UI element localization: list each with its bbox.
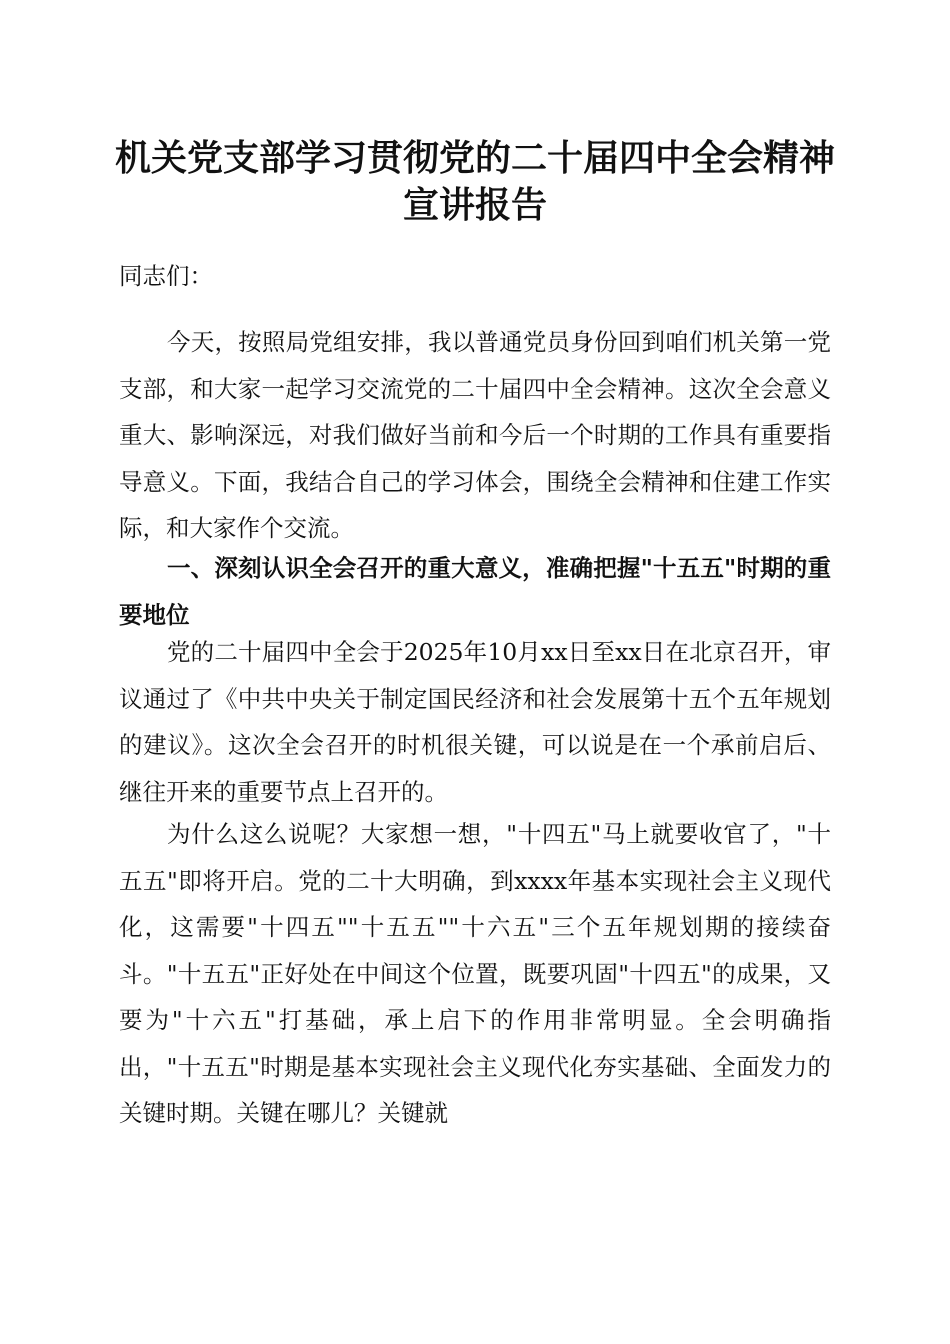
paragraph-intro: 今天，按照局党组安排，我以普通党员身份回到咱们机关第一党支部，和大家一起学习交流党的二十届四中全会精神。这次全会意义重大、影响深远，对我们做好当前和今后一个时期的工作具有重要指导意义。下面，我结合自己的学习体会，围绕全会精神和住建工作实际，和大家作个交流。 — [119, 328, 831, 542]
paragraph-why: 为什么这么说呢？大家想一想，"十四五"马上就要收官了，"十五五"即将开启。党的二十大明确，到xxxx年基本实现社会主义现代化，这需要"十四五""十五五""十六五"三个五年规划期的接续奋斗。"十五五"正好处在中间这个位置，既要巩固"十四五"的成果，又要为"十六五"打基础，承上启下的作用非常明显。全会明确指出，"十五五"时期是基本实现社会主义现代化夯实基础、全面发力的关键时期。关键在哪儿？关键就 — [119, 820, 831, 1127]
section-heading-1: 一、深刻认识全会召开的重大意义，准确把握"十五五"时期的重要地位 — [119, 554, 831, 629]
document-title-line-2: 宣讲报告 — [402, 184, 547, 226]
salutation: 同志们： — [119, 262, 213, 290]
paragraph-meeting: 党的二十届四中全会于2025年10月xx日至xx日在北京召开，审议通过了《中共中央关于制定国民经济和社会发展第十五个五年规划的建议》。这次全会召开的时机很关键，可以说是在一个承前启后、继往开来的重要节点上召开的。 — [119, 638, 831, 806]
document-title-line-1: 机关党支部学习贯彻党的二十届四中全会精神 — [114, 137, 835, 179]
